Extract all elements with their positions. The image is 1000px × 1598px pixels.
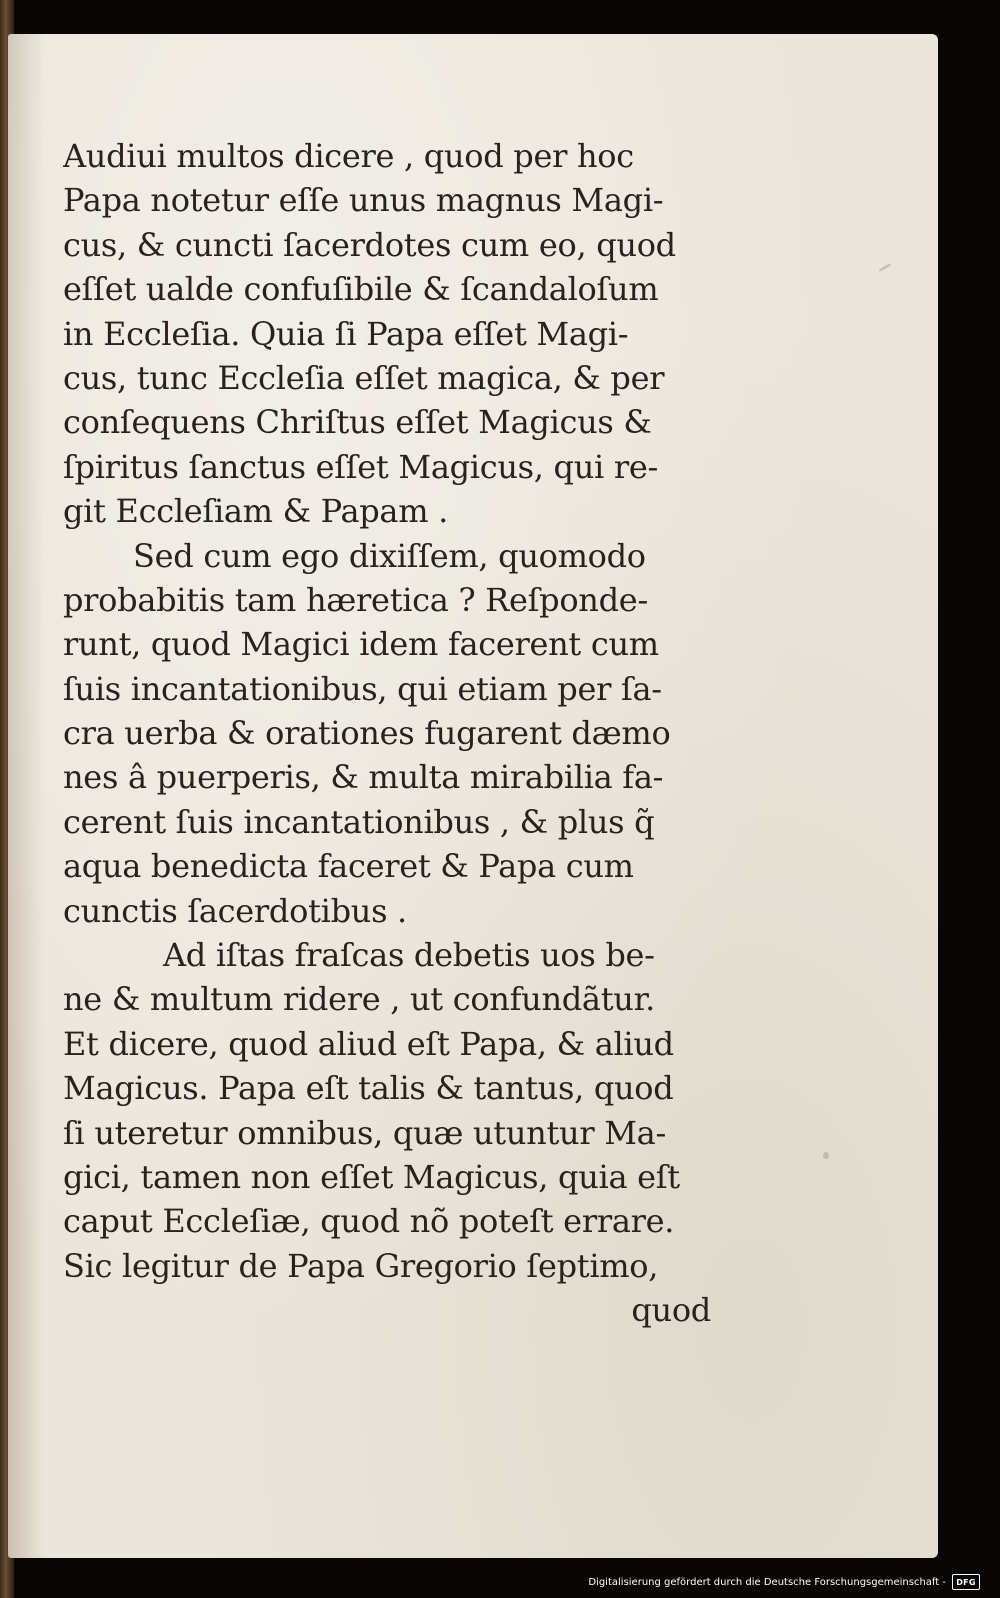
text-line: cus, tunc Eccleſia eſſet magica, & per	[63, 358, 665, 397]
text-line: Et dicere, quod aliud eſt Papa, & aliud	[63, 1024, 674, 1063]
text-line: Ad iſtas fraſcas debetis uos be-	[163, 936, 655, 975]
text-line: probabitis tam hæretica ? Reſponde-	[63, 580, 648, 619]
text-line: Audiui multos dicere , quod per hoc	[63, 137, 634, 175]
text-line: eſſet ualde confuſibile & ſcandaloſum	[63, 270, 659, 309]
text-line: ne & multum ridere , ut confundãtur.	[63, 980, 655, 1019]
text-line: aqua benedicta faceret & Papa cum	[63, 847, 634, 886]
text-line: cunctis ſacerdotibus .	[63, 891, 407, 930]
text-line: runt, quod Magici idem facerent cum	[63, 625, 659, 664]
text-line: nes â puerperis, & multa mirabilia fa-	[63, 758, 664, 797]
catchword: quod	[631, 1291, 711, 1330]
book-page	[8, 34, 938, 1558]
text-line: ſi uteretur omnibus, quæ utuntur Ma-	[63, 1113, 666, 1152]
dfg-logo-icon: DFG	[952, 1574, 980, 1590]
text-line: ſuis incantationibus, qui etiam per ſa-	[63, 669, 662, 708]
text-line: caput Eccleſiæ, quod nõ poteſt errare.	[63, 1202, 675, 1241]
text-line: in Eccleſia. Quia ſi Papa eſſet Magi-	[63, 314, 629, 353]
text-line: ſpiritus ſanctus eſſet Magicus, qui re-	[63, 447, 658, 486]
text-line: git Eccleſiam & Papam .	[63, 492, 448, 531]
credit-text: Digitalisierung gefördert durch die Deutsche Forschungsgemeinschaft -	[588, 1576, 946, 1588]
text-line: gici, tamen non eſſet Magicus, quia eſt	[63, 1157, 680, 1196]
text-line: Papa notetur eſſe unus magnus Magi-	[63, 181, 664, 220]
text-line: cra uerba & orationes fugarent dæmo	[63, 714, 671, 753]
text-line: cus, & cuncti ſacerdotes cum eo, quod	[63, 225, 676, 264]
paper-stain	[878, 263, 892, 273]
paper-stain	[823, 1152, 829, 1159]
text-line: conſequens Chriſtus eſſet Magicus &	[63, 403, 652, 442]
footer-credit	[588, 1570, 980, 1594]
body-text	[63, 134, 713, 1333]
text-line: Sed cum ego dixiſſem, quomodo	[133, 536, 646, 575]
text-line: cerent ſuis incantationibus , & plus q̃	[63, 802, 655, 841]
text-line: Magicus. Papa eſt talis & tantus, quod	[63, 1069, 674, 1108]
text-line: Sic legitur de Papa Gregorio ſeptimo,	[63, 1246, 659, 1285]
